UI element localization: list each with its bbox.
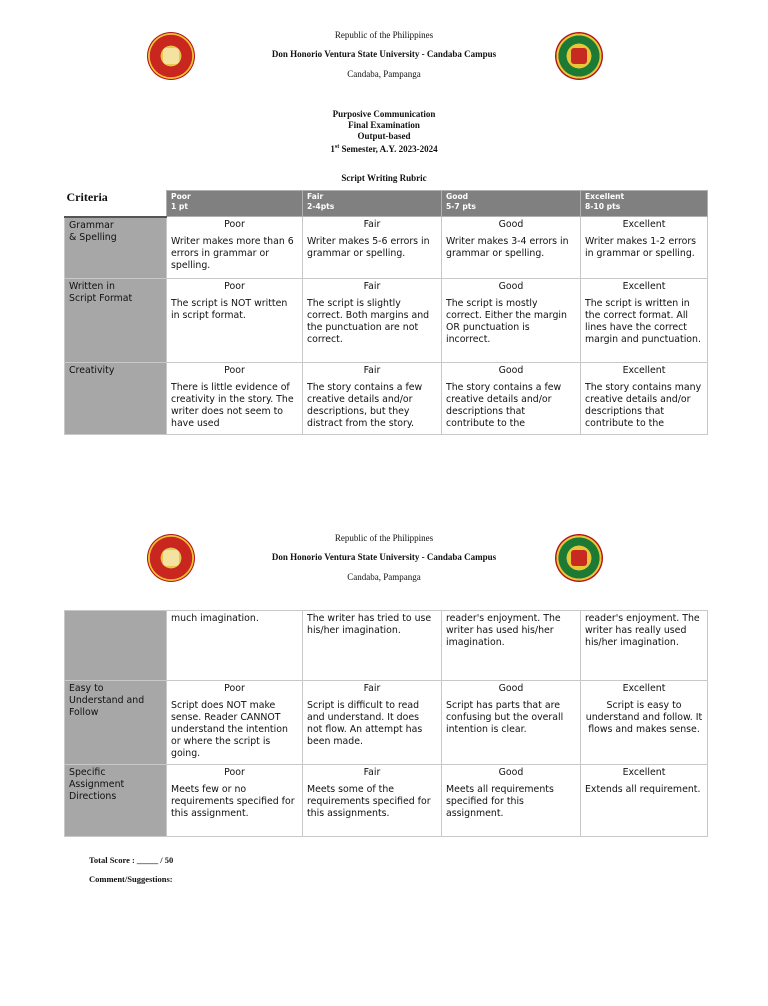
header-republic: Republic of the Philippines bbox=[334, 533, 434, 543]
rubric-cell: Excellent Extends all requirement. bbox=[581, 765, 708, 837]
semester-line: 1st Semester, A.Y. 2023-2024 bbox=[330, 144, 438, 154]
rubric-cell: Fair Meets some of the requirements specified for this assignments. bbox=[303, 765, 442, 837]
header-poor: Poor 1 pt bbox=[167, 191, 303, 217]
header-location: Candaba, Pampanga bbox=[347, 572, 421, 582]
header-good: Good 5-7 pts bbox=[442, 191, 581, 217]
header-republic: Republic of the Philippines bbox=[334, 30, 434, 40]
rubric-cell: much imagination. bbox=[167, 611, 303, 681]
rubric-cell: Excellent Script is easy to understand and follow. It flows and makes sense. bbox=[581, 681, 708, 765]
rubric-cell: Excellent Writer makes 1-2 errors in grammar or spelling. bbox=[581, 217, 708, 279]
criterion-grammar: Grammar & Spelling bbox=[65, 217, 167, 279]
table-row bbox=[65, 363, 708, 435]
rubric-cell: Excellent The script is written in the correct format. All lines have the correct margin and punctuation. bbox=[581, 279, 708, 363]
page-header bbox=[0, 532, 768, 583]
rubric-table-page2 bbox=[64, 610, 708, 837]
rubric-cell: reader's enjoyment. The writer has really used his/her imagination. bbox=[581, 611, 708, 681]
header-fair: Fair 2-4pts bbox=[303, 191, 442, 217]
page-header bbox=[0, 29, 768, 80]
rubric-cell: Poor Meets few or no requirements specified for this assignment. bbox=[167, 765, 303, 837]
course-title: Purposive Communication bbox=[332, 109, 436, 119]
table-row bbox=[65, 681, 708, 765]
criterion-creativity: Creativity bbox=[65, 363, 167, 435]
rubric-cell: Excellent The story contains many creative details and/or descriptions that contribute to the bbox=[581, 363, 708, 435]
header-university: Don Honorio Ventura State University - Candaba Campus bbox=[271, 552, 497, 562]
rubric-cell: The writer has tried to use his/her imagination. bbox=[303, 611, 442, 681]
table-row bbox=[65, 611, 708, 681]
rubric-cell: Poor The script is NOT written in script format. bbox=[167, 279, 303, 363]
comment-suggestions: Comment/Suggestions: bbox=[89, 874, 173, 884]
rubric-table-page1 bbox=[64, 190, 708, 435]
rubric-cell: Fair The script is slightly correct. Both margins and the punctuation are not correct. bbox=[303, 279, 442, 363]
rubric-cell: Good Writer makes 3-4 errors in grammar or spelling. bbox=[442, 217, 581, 279]
rubric-cell: Good The script is mostly correct. Either the margin OR punctuation is incorrect. bbox=[442, 279, 581, 363]
rubric-cell: Poor Writer makes more than 6 errors in grammar or spelling. bbox=[167, 217, 303, 279]
exam-title-block bbox=[0, 109, 768, 155]
exam-title: Final Examination bbox=[348, 120, 420, 130]
criterion-script-format: Written in Script Format bbox=[65, 279, 167, 363]
table-row bbox=[65, 217, 708, 279]
rubric-cell: Fair Script is difficult to read and understand. It does not flow. An attempt has been made. bbox=[303, 681, 442, 765]
rubric-cell: reader's enjoyment. The writer has used his/her imagination. bbox=[442, 611, 581, 681]
rubric-cell: Poor Script does NOT make sense. Reader CANNOT understand the intention or where the script is going. bbox=[167, 681, 303, 765]
criterion-easy-to-understand: Easy to Understand and Follow bbox=[65, 681, 167, 765]
rubric-title: Script Writing Rubric bbox=[341, 173, 427, 183]
table-row bbox=[65, 279, 708, 363]
rubric-cell: Good Meets all requirements specified for this assignment. bbox=[442, 765, 581, 837]
header-university: Don Honorio Ventura State University - Candaba Campus bbox=[271, 49, 497, 59]
header-location: Candaba, Pampanga bbox=[347, 69, 421, 79]
criterion-assignment-directions: Specific Assignment Directions bbox=[65, 765, 167, 837]
total-score: Total Score : _____ / 50 bbox=[89, 855, 174, 865]
header-excellent: Excellent 8-10 pts bbox=[581, 191, 708, 217]
table-row bbox=[65, 765, 708, 837]
exam-type: Output-based bbox=[357, 131, 411, 141]
rubric-cell: Poor There is little evidence of creativity in the story. The writer does not seem to have used bbox=[167, 363, 303, 435]
rubric-cell: Good The story contains a few creative details and/or descriptions that contribute to the bbox=[442, 363, 581, 435]
rubric-cell: Fair The story contains a few creative details and/or descriptions, but they distract from the story. bbox=[303, 363, 442, 435]
rubric-cell: Good Script has parts that are confusing but the overall intention is clear. bbox=[442, 681, 581, 765]
rubric-cell: Fair Writer makes 5-6 errors in grammar or spelling. bbox=[303, 217, 442, 279]
criterion-creativity-continued bbox=[65, 611, 167, 681]
criteria-header: Criteria bbox=[65, 191, 167, 217]
